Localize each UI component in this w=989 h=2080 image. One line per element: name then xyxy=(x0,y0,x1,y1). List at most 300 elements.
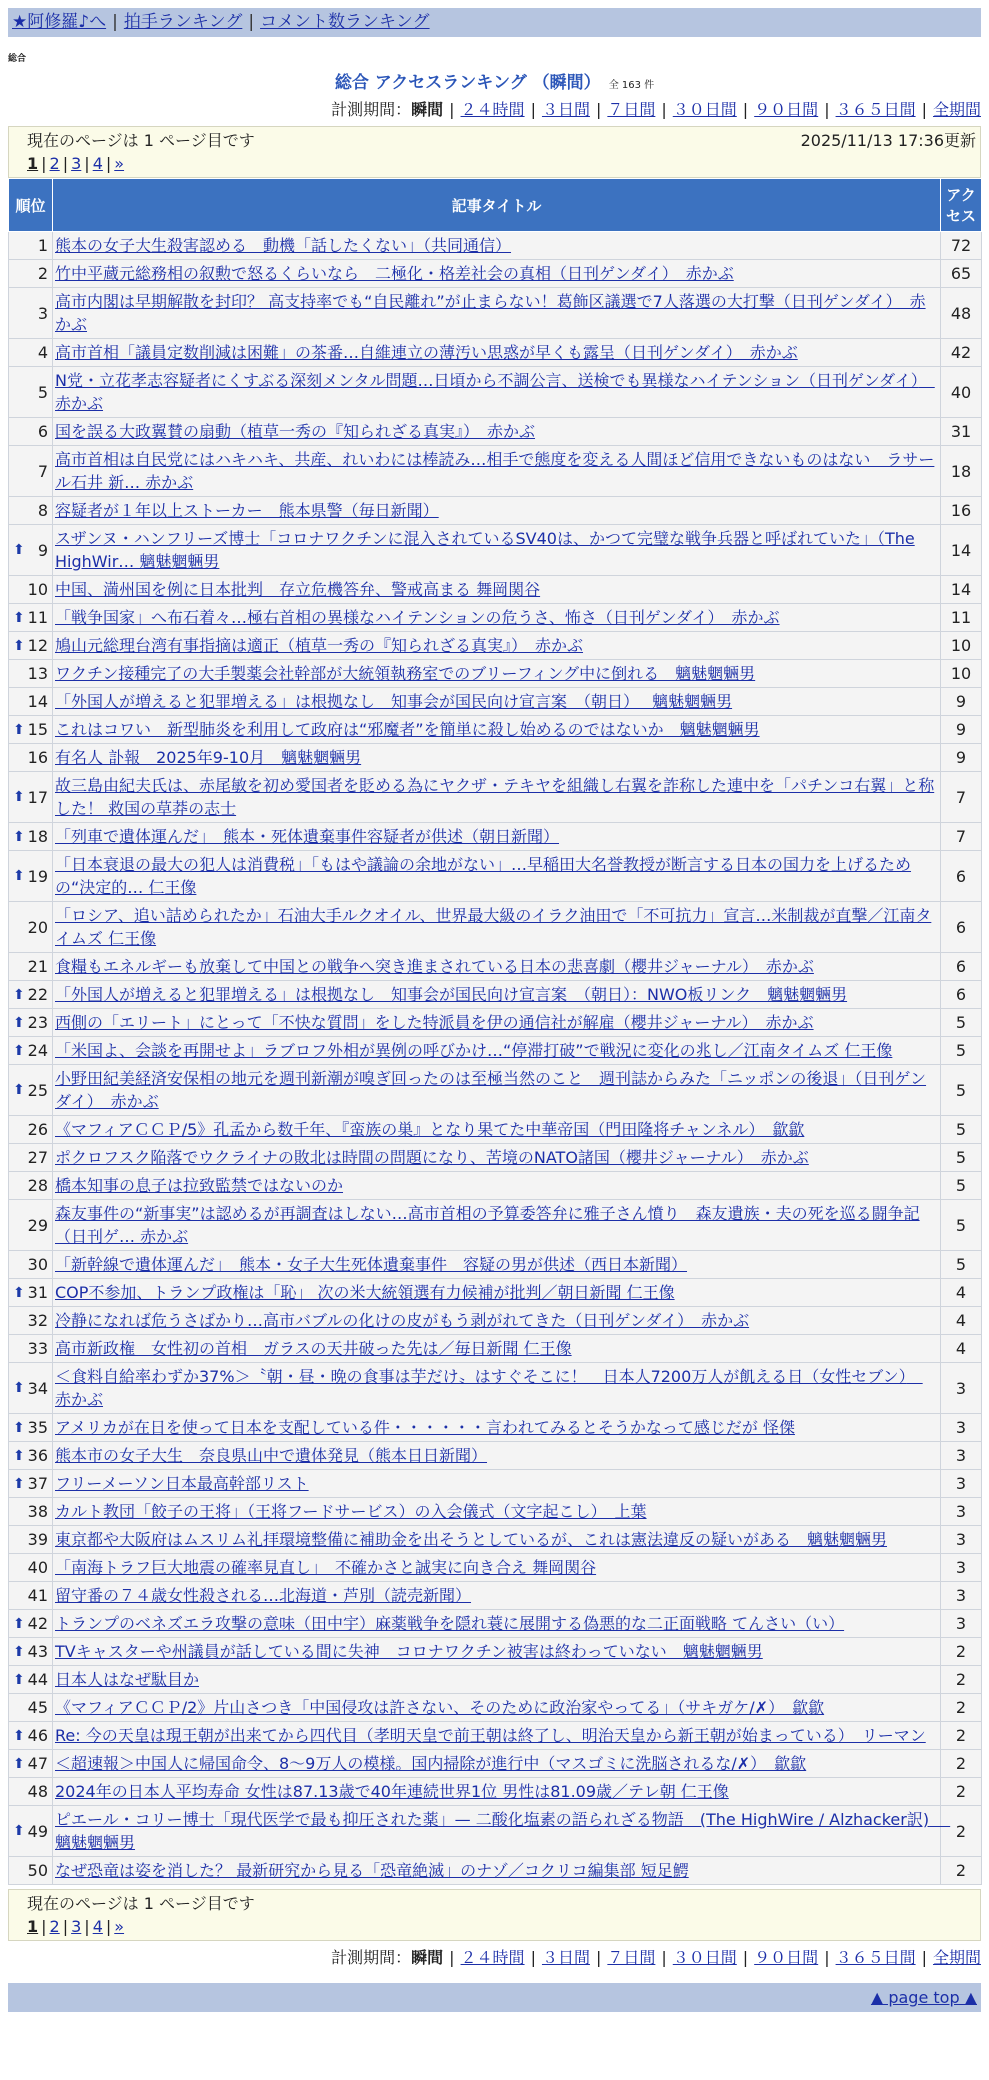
page-link-4[interactable]: 4 xyxy=(92,154,103,173)
rank-number: 26 xyxy=(27,1120,48,1139)
period-separator: | xyxy=(921,1948,927,1967)
title-cell xyxy=(53,1065,941,1116)
rank-cell xyxy=(9,688,53,716)
article-link[interactable]: 竹中平蔵元総務相の叙勲で怒るくらいなら 二極化・格差社会の真相（日刊ゲンダイ） 赤かぶ xyxy=(55,264,734,283)
page-link-2[interactable]: 2 xyxy=(49,154,60,173)
title-cell xyxy=(53,1694,941,1722)
rank-number: 7 xyxy=(37,461,48,481)
up-arrow-icon: ⬆ xyxy=(13,1082,25,1098)
title-cell xyxy=(53,1750,941,1778)
title-cell xyxy=(53,1009,941,1037)
table-row xyxy=(9,1335,982,1363)
access-count: 2 xyxy=(941,1694,982,1722)
up-arrow-icon: ⬆ xyxy=(13,1475,25,1492)
page-separator: | xyxy=(105,154,112,173)
rank-cell xyxy=(9,260,53,288)
article-link[interactable]: 熊本の女子大生殺害認める 動機「話したくない」（共同通信） xyxy=(55,236,512,255)
rank-number: 17 xyxy=(27,787,48,807)
category-label: 総合 xyxy=(8,54,27,64)
rank-number: 36 xyxy=(27,1446,48,1465)
rank-cell xyxy=(9,1638,53,1666)
rank-cell xyxy=(9,1172,53,1200)
home-link[interactable]: ★阿修羅♪へ xyxy=(12,12,107,32)
article-link[interactable]: 食糧もエネルギーも放棄して中国との戦争へ突き進まされている日本の悲喜劇（櫻井ジャーナル） 赤かぶ xyxy=(55,957,814,976)
article-link[interactable]: Re: 今の天皇は現王朝が出来てから四代目（孝明天皇で前王朝は終了し、明治天皇から新王朝が始まっている） リーマン xyxy=(55,1726,926,1745)
up-arrow-icon: ⬆ xyxy=(13,1671,25,1688)
article-link[interactable]: ポクロフスク陥落でウクライナの敗北は時間の問題になり、苦境のNATO諸国（櫻井ジャーナル） 赤かぶ xyxy=(55,1148,809,1167)
up-arrow-icon: ⬆ xyxy=(13,1380,25,1396)
table-row xyxy=(9,902,982,953)
period-separator: | xyxy=(824,100,830,119)
rank-number: 12 xyxy=(27,636,48,655)
total-count: 全 163 件 xyxy=(608,80,655,91)
title-cell xyxy=(53,1172,941,1200)
rank-number: 30 xyxy=(27,1255,48,1274)
article-link[interactable]: 留守番の７４歳女性殺される…北海道・芦別（読売新聞） xyxy=(55,1586,472,1605)
title-cell xyxy=(53,339,941,367)
up-arrow-icon: ⬆ xyxy=(13,1447,25,1464)
rank-cell xyxy=(9,823,53,851)
rank-number: 24 xyxy=(27,1041,48,1060)
page-separator: | xyxy=(84,154,90,173)
rank-cell xyxy=(9,367,53,418)
title-cell xyxy=(53,576,941,604)
rank-number: 28 xyxy=(27,1176,48,1195)
period-separator: | xyxy=(921,100,927,119)
article-link[interactable]: 「外国人が増えると犯罪増える」は根拠なし 知事会が国民向け宣言案 （朝日）：NWO板リンク 魑魅魍魎男 xyxy=(55,985,848,1004)
period-link-6[interactable]: 全期間 xyxy=(932,100,981,119)
page-current: 1 xyxy=(27,154,39,173)
table-row xyxy=(9,1554,982,1582)
article-link[interactable]: 中国、満州国を例に日本批判 存立危機答弁、警戒高まる 舞岡関谷 xyxy=(55,580,541,599)
period-link-3[interactable]: ３０日間 xyxy=(672,100,737,119)
article-link[interactable]: 「列車で遺体運んだ」 熊本・死体遺棄事件容疑者が供述（朝日新聞） xyxy=(55,827,560,846)
article-link[interactable]: 「戦争国家」へ布石着々…極右首相の異様なハイテンションの危うさ、怖さ（日刊ゲンダイ） 赤かぶ xyxy=(55,608,780,627)
title-cell xyxy=(53,525,941,576)
table-row xyxy=(9,339,982,367)
title-cell xyxy=(53,1582,941,1610)
period-separator: | xyxy=(824,1948,830,1967)
table-row xyxy=(9,1666,982,1694)
rank-cell xyxy=(9,1666,53,1694)
rank-cell xyxy=(9,1554,53,1582)
access-count: 2 xyxy=(941,1750,982,1778)
rank-number: 25 xyxy=(27,1080,48,1100)
rank-cell xyxy=(9,288,53,339)
rank-number: 8 xyxy=(37,501,48,520)
article-link[interactable]: 高市首相は自民党にはハキハキ、共産、れいわには棒読み…相手で態度を変える人間ほど信用できないものはない ラサール石井 新… 赤かぶ xyxy=(55,450,935,492)
access-count: 3 xyxy=(941,1414,982,1442)
rank-cell xyxy=(9,497,53,525)
rank-number: 13 xyxy=(27,664,48,683)
rank-number: 5 xyxy=(37,382,48,402)
access-count: 31 xyxy=(941,418,982,446)
rank-number: 48 xyxy=(27,1782,48,1801)
applause-ranking-link[interactable]: 拍手ランキング xyxy=(123,12,243,32)
title-cell xyxy=(53,497,941,525)
article-link[interactable]: 2024年の日本人平均寿命 女性は87.13歳で40年連続世界1位 男性は81.09歳／テレ朝 仁王像 xyxy=(55,1782,729,1801)
period-link-3[interactable]: ３０日間 xyxy=(672,1948,737,1967)
access-count: 5 xyxy=(941,1172,982,1200)
table-row xyxy=(9,1065,982,1116)
period-link-2[interactable]: ７日間 xyxy=(607,1948,656,1967)
title-cell xyxy=(53,1363,941,1414)
table-row xyxy=(9,1638,982,1666)
table-row xyxy=(9,953,982,981)
article-link[interactable]: 「日本衰退の最大の犯人は消費税」「もはや議論の余地がない」…早稲田大名誉教授が断言する日本の国力を上げるための“決定的… 仁王像 xyxy=(55,855,912,897)
page-title xyxy=(0,68,989,93)
table-row xyxy=(9,1307,982,1335)
period-separator: | xyxy=(530,1948,536,1967)
access-count: 4 xyxy=(941,1335,982,1363)
article-link[interactable]: 高市新政権 女性初の首相 ガラスの天井破った先は／毎日新聞 仁王像 xyxy=(55,1339,572,1358)
title-cell xyxy=(53,1279,941,1307)
article-link[interactable]: COP不参加、トランプ政権は「恥」 次の米大統領選有力候補が批判／朝日新聞 仁王像 xyxy=(55,1283,675,1302)
page-separator: | xyxy=(62,1917,69,1936)
period-link-0[interactable]: ２４時間 xyxy=(460,1948,525,1967)
table-row xyxy=(9,1722,982,1750)
nav-separator: | xyxy=(112,12,118,32)
article-link[interactable]: トランプのベネズエラ攻撃の意味（田中宇）麻薬戦争を隠れ蓑に展開する偽悪的な二正面戦略 てんさい（い） xyxy=(55,1614,845,1633)
table-row xyxy=(9,1442,982,1470)
access-count: 2 xyxy=(941,1666,982,1694)
page-separator: | xyxy=(41,1917,47,1936)
rank-cell xyxy=(9,953,53,981)
rank-cell xyxy=(9,1610,53,1638)
access-count: 72 xyxy=(941,232,982,260)
rank-number: 21 xyxy=(27,957,48,976)
title-cell xyxy=(53,232,941,260)
up-arrow-icon: ⬆ xyxy=(13,1755,25,1772)
up-arrow-icon: ⬆ xyxy=(13,1014,25,1031)
article-link[interactable]: TVキャスターや州議員が話している間に失神 コロナワクチン被害は終わっていない 魑魅魍魎男 xyxy=(55,1642,763,1661)
rank-cell xyxy=(9,1498,53,1526)
article-link[interactable]: 「新幹線で遺体運んだ」 熊本・女子大生死体遺棄事件 容疑の男が供述（西日本新聞） xyxy=(55,1255,688,1274)
period-label: 計測期間： xyxy=(331,100,412,119)
rank-cell xyxy=(9,1722,53,1750)
title-cell xyxy=(53,1200,941,1251)
article-link[interactable]: 国を誤る大政翼賛の扇動（植草一秀の『知られざる真実』） 赤かぶ xyxy=(55,422,536,441)
access-count: 2 xyxy=(941,1806,982,1857)
title-cell xyxy=(53,1144,941,1172)
period-link-1[interactable]: ３日間 xyxy=(541,100,590,119)
access-count: 11 xyxy=(941,604,982,632)
rank-number: 4 xyxy=(37,343,48,362)
table-row xyxy=(9,1610,982,1638)
table-row xyxy=(9,1498,982,1526)
article-link[interactable]: 日本人はなぜ駄目か xyxy=(55,1670,200,1689)
access-count: 9 xyxy=(941,744,982,772)
table-row xyxy=(9,851,982,902)
rank-cell xyxy=(9,851,53,902)
article-link[interactable]: カルト教団「餃子の王将」（王将フードサービス）の入会儀式（文字起こし） 上葉 xyxy=(55,1502,647,1521)
period-current: 瞬間 xyxy=(411,1948,444,1967)
table-row xyxy=(9,260,982,288)
rank-number: 38 xyxy=(27,1502,48,1521)
rank-cell xyxy=(9,1582,53,1610)
page-separator: | xyxy=(84,1917,90,1936)
rank-number: 20 xyxy=(27,917,48,937)
article-link[interactable]: 故三島由紀夫氏は、赤尾敏を初め愛国者を貶める為にヤクザ・テキヤを組織し右翼を詐称した連中を「パチンコ右翼」と称した！ 救国の草莽の志士 xyxy=(55,776,935,818)
article-link[interactable]: ＜超速報＞中国人に帰国命令、8～9万人の模様。国内掃除が進行中（マスゴミに洗脳されるな/✗） 歙歙 xyxy=(55,1754,807,1773)
rank-number: 31 xyxy=(27,1283,48,1302)
rank-number: 9 xyxy=(37,540,48,560)
title-cell xyxy=(53,1778,941,1806)
rank-cell xyxy=(9,1116,53,1144)
rank-cell xyxy=(9,1200,53,1251)
table-row xyxy=(9,576,982,604)
period-separator: | xyxy=(595,1948,602,1967)
access-count: 2 xyxy=(941,1722,982,1750)
article-link[interactable]: 熊本市の女子大生 奈良県山中で遺体発見（熊本日日新聞） xyxy=(55,1446,488,1465)
rank-cell xyxy=(9,902,53,953)
article-link[interactable]: 高市内閣は早期解散を封印？ 高支持率でも“自民離れ”が止まらない！葛飾区議選で7人落選の大打撃（日刊ゲンダイ） 赤かぶ xyxy=(55,292,926,334)
article-link[interactable]: フリーメーソン日本最高幹部リスト xyxy=(55,1474,309,1493)
page-link-4[interactable]: 4 xyxy=(92,1917,103,1936)
period-separator: | xyxy=(661,100,667,119)
article-link[interactable]: ワクチン接種完了の大手製薬会社幹部が大統領執務室でのブリーフィング中に倒れる 魑魅魍魎男 xyxy=(55,664,756,683)
title-cell xyxy=(53,1335,941,1363)
rank-cell xyxy=(9,981,53,1009)
access-count: 2 xyxy=(941,1857,982,1885)
rank-number: 3 xyxy=(37,303,48,323)
table-row xyxy=(9,1526,982,1554)
title-cell xyxy=(53,418,941,446)
table-row xyxy=(9,716,982,744)
rank-cell xyxy=(9,232,53,260)
rank-cell xyxy=(9,1363,53,1414)
page-next-link[interactable]: » xyxy=(114,1917,125,1936)
rank-number: 35 xyxy=(27,1418,48,1437)
title-cell xyxy=(53,1251,941,1279)
table-row xyxy=(9,367,982,418)
rank-number: 2 xyxy=(37,264,48,283)
table-row xyxy=(9,232,982,260)
rank-number: 14 xyxy=(27,692,48,711)
rank-cell xyxy=(9,1750,53,1778)
access-count: 7 xyxy=(941,823,982,851)
article-link[interactable]: 《マフィアＣＣＰ/2》片山さつき「中国侵攻は許さない、そのために政治家やってる」（サキガケ/✗） 歙歙 xyxy=(55,1698,825,1717)
up-arrow-icon: ⬆ xyxy=(13,1419,25,1436)
access-count: 3 xyxy=(941,1498,982,1526)
rank-cell xyxy=(9,604,53,632)
table-row xyxy=(9,688,982,716)
article-link[interactable]: ＜食料自給率わずか37%＞〝朝・昼・晩の食事は芋だけ〟はすぐそこに！ 日本人7200万人が飢える日（女性セブン） 赤かぶ xyxy=(55,1367,923,1409)
up-arrow-icon: ⬆ xyxy=(13,1284,25,1301)
page-separator: | xyxy=(62,154,69,173)
period-link-1[interactable]: ３日間 xyxy=(541,1948,590,1967)
access-count: 18 xyxy=(941,446,982,497)
rank-cell xyxy=(9,744,53,772)
title-cell xyxy=(53,1722,941,1750)
page-link-3[interactable]: 3 xyxy=(71,1917,82,1936)
title-cell xyxy=(53,1806,951,1857)
article-link[interactable]: 東京都や大阪府はムスリム礼拝環境整備に補助金を出そうとしているが、これは憲法違反の疑いがある 魑魅魍魎男 xyxy=(55,1530,888,1549)
rank-cell xyxy=(9,339,53,367)
title-cell xyxy=(53,1037,941,1065)
rank-number: 45 xyxy=(27,1698,48,1717)
rank-cell xyxy=(9,716,53,744)
page-title-text: 総合 アクセスランキング （瞬間） xyxy=(334,73,601,93)
title-cell xyxy=(53,902,941,953)
article-link[interactable]: 「ロシア、追い詰められたか」石油大手ルクオイル、世界最大級のイラク油田で「不可抗力」宣言…米制裁が直撃／江南タイムズ 仁王像 xyxy=(55,906,932,948)
access-count: 3 xyxy=(941,1526,982,1554)
period-current: 瞬間 xyxy=(411,100,444,119)
table-row xyxy=(9,1279,982,1307)
rank-number: 46 xyxy=(27,1726,48,1745)
access-count: 2 xyxy=(941,1638,982,1666)
rank-cell xyxy=(9,418,53,446)
up-arrow-icon: ⬆ xyxy=(13,637,25,654)
table-row xyxy=(9,1694,982,1722)
title-cell xyxy=(53,981,941,1009)
article-link[interactable]: 容疑者が１年以上ストーカー 熊本県警（毎日新聞） xyxy=(55,501,439,520)
article-link[interactable]: 「米国よ、会談を再開せよ」ラブロフ外相が異例の呼びかけ…“停滞打破”で戦況に変化の兆し／江南タイムズ 仁王像 xyxy=(55,1041,893,1060)
title-cell xyxy=(53,1526,941,1554)
up-arrow-icon: ⬆ xyxy=(13,1727,25,1744)
title-cell xyxy=(53,744,941,772)
rank-cell xyxy=(9,1009,53,1037)
up-arrow-icon: ⬆ xyxy=(13,828,25,845)
ranking-rows xyxy=(9,232,982,1885)
footer-bar xyxy=(8,1983,981,2012)
table-row xyxy=(9,1037,982,1065)
period-link-4[interactable]: ９０日間 xyxy=(754,100,819,119)
title-cell xyxy=(53,1470,941,1498)
table-row xyxy=(9,1470,982,1498)
article-link[interactable]: 「南海トラフ巨大地震の確率見直し」 不確かさと誠実に向き合え 舞岡関谷 xyxy=(55,1558,597,1577)
title-cell xyxy=(53,1666,941,1694)
period-link-2[interactable]: ７日間 xyxy=(607,100,656,119)
rank-number: 37 xyxy=(27,1474,48,1493)
rank-cell xyxy=(9,632,53,660)
rank-number: 27 xyxy=(27,1148,48,1167)
period-link-5[interactable]: ３６５日間 xyxy=(835,1948,916,1967)
page-links xyxy=(27,152,980,175)
page-next-link[interactable]: » xyxy=(114,154,125,173)
table-row xyxy=(9,1172,982,1200)
access-count: 5 xyxy=(941,1251,982,1279)
header-access: アクセス xyxy=(941,179,982,232)
rank-number: 44 xyxy=(27,1670,48,1689)
up-arrow-icon: ⬆ xyxy=(13,1643,25,1660)
access-count: 3 xyxy=(941,1610,982,1638)
title-cell xyxy=(53,1414,941,1442)
up-arrow-icon: ⬆ xyxy=(13,868,25,884)
rank-cell xyxy=(9,1470,53,1498)
access-count: 5 xyxy=(941,1144,982,1172)
article-link[interactable]: これはコワい 新型肺炎を利用して政府は“邪魔者”を簡単に殺し始めるのではないか 魑魅魍魎男 xyxy=(55,720,760,739)
page-link-2[interactable]: 2 xyxy=(49,1917,60,1936)
period-link-0[interactable]: ２４時間 xyxy=(460,100,525,119)
rank-cell xyxy=(9,1442,53,1470)
access-count: 16 xyxy=(941,497,982,525)
rank-number: 34 xyxy=(27,1378,48,1398)
article-link[interactable]: 西側の「エリート」にとって「不快な質問」をした特派員を伊の通信社が解雇（櫻井ジャーナル） 赤かぶ xyxy=(55,1013,814,1032)
rank-number: 42 xyxy=(27,1614,48,1633)
rank-number: 50 xyxy=(27,1861,48,1880)
article-link[interactable]: 冷静になれば危うさばかり…高市バブルの化けの皮がもう剥がれてきた（日刊ゲンダイ） 赤かぶ xyxy=(55,1311,750,1330)
rank-number: 1 xyxy=(37,236,48,255)
page-links xyxy=(27,1915,980,1938)
table-row xyxy=(9,446,982,497)
table-row xyxy=(9,288,982,339)
access-count: 2 xyxy=(941,1778,982,1806)
nav-separator: | xyxy=(248,12,255,32)
up-arrow-icon: ⬆ xyxy=(13,1615,25,1632)
rank-number: 33 xyxy=(27,1339,48,1358)
rank-number: 32 xyxy=(27,1311,48,1330)
page-top-link[interactable]: ▲ page top ▲ xyxy=(870,1988,977,2007)
access-count: 40 xyxy=(941,367,982,418)
title-cell xyxy=(53,823,941,851)
period-separator: | xyxy=(742,1948,749,1967)
access-count: 4 xyxy=(941,1279,982,1307)
period-separator: | xyxy=(742,100,749,119)
up-arrow-icon: ⬆ xyxy=(13,1042,25,1059)
rank-cell xyxy=(9,1279,53,1307)
article-link[interactable]: N党・立花孝志容疑者にくすぶる深刻メンタル問題…日頃から不調公言、送検でも異様なハイテンション（日刊ゲンダイ） 赤かぶ xyxy=(55,371,935,413)
article-link[interactable]: 有名人 訃報 2025年9-10月 魑魅魍魎男 xyxy=(55,748,362,767)
table-row xyxy=(9,604,982,632)
rank-number: 22 xyxy=(27,985,48,1004)
up-arrow-icon: ⬆ xyxy=(13,1823,25,1839)
table-row xyxy=(9,1414,982,1442)
article-link[interactable]: 鳩山元総理台湾有事指摘は適正（植草一秀の『知られざる真実』） 赤かぶ xyxy=(55,636,584,655)
title-cell xyxy=(53,953,941,981)
title-cell xyxy=(53,1638,941,1666)
article-link[interactable]: アメリカが在日を使って日本を支配している件・・・・・・言われてみるとそうかなって感じだが 怪傑 xyxy=(55,1418,795,1437)
period-separator: | xyxy=(595,100,602,119)
rank-cell xyxy=(9,660,53,688)
period-separator: | xyxy=(530,100,536,119)
title-cell xyxy=(53,660,941,688)
table-row xyxy=(9,772,982,823)
access-count: 3 xyxy=(941,1470,982,1498)
article-link[interactable]: 橋本知事の息子は拉致監禁ではないのか xyxy=(55,1176,344,1195)
article-link[interactable]: 小野田紀美経済安保相の地元を週刊新潮が嗅ぎ回ったのは至極当然のこと 週刊誌からみた「ニッポンの後退」（日刊ゲンダイ） 赤かぶ xyxy=(55,1069,927,1111)
article-link[interactable]: 森友事件の“新事実”は認めるが再調査はしない…高市首相の予算委答弁に雅子さん憤り 森友遺族・夫の死を巡る闘争記（日刊ゲ… 赤かぶ xyxy=(55,1204,920,1246)
period-separator: | xyxy=(449,100,455,119)
page-current: 1 xyxy=(27,1917,39,1936)
article-link[interactable]: スザンヌ・ハンフリーズ博士「コロナワクチンに混入されているSV40は、かつて完璧な戦争兵器と呼ばれていた」（The HighWir… 魑魅魍魎男 xyxy=(55,529,915,571)
period-link-4[interactable]: ９０日間 xyxy=(754,1948,819,1967)
access-count: 5 xyxy=(941,1200,982,1251)
table-row xyxy=(9,632,982,660)
article-link[interactable]: 《マフィアＣＣＰ/5》孔孟から数千年、『蛮族の巣』となり果てた中華帝国（門田隆将チャンネル） 歙歙 xyxy=(55,1120,805,1139)
table-row xyxy=(9,1363,982,1414)
page-link-3[interactable]: 3 xyxy=(71,154,82,173)
access-count: 9 xyxy=(941,688,982,716)
rank-number: 18 xyxy=(27,827,48,846)
access-count: 6 xyxy=(941,981,982,1009)
up-arrow-icon: ⬆ xyxy=(13,542,25,558)
article-link[interactable]: なぜ恐竜は姿を消した？ 最新研究から見る「恐竜絶滅」のナゾ／コクリコ編集部 短足鰐 xyxy=(55,1861,689,1880)
rank-cell xyxy=(9,1857,53,1885)
comment-ranking-link[interactable]: コメント数ランキング xyxy=(260,12,430,32)
title-cell xyxy=(53,772,941,823)
access-count: 3 xyxy=(941,1582,982,1610)
article-link[interactable]: 高市首相「議員定数削減は困難」の茶番…自維連立の薄汚い思惑が早くも露呈（日刊ゲンダイ） 赤かぶ xyxy=(55,343,798,362)
rank-number: 41 xyxy=(27,1586,48,1605)
title-cell xyxy=(53,1610,941,1638)
period-link-6[interactable]: 全期間 xyxy=(932,1948,981,1967)
period-link-5[interactable]: ３６５日間 xyxy=(835,100,916,119)
article-link[interactable]: ピエール・コリー博士「現代医学で最も抑圧された薬」— 二酸化塩素の語られざる物語 (The HighWire / Alzhacker訳) 魑魅魍魎男 xyxy=(55,1810,951,1852)
article-link[interactable]: 「外国人が増えると犯罪増える」は根拠なし 知事会が国民向け宣言案 （朝日） 魑魅魍魎男 xyxy=(55,692,733,711)
period-separator: | xyxy=(661,1948,667,1967)
title-cell xyxy=(53,688,941,716)
